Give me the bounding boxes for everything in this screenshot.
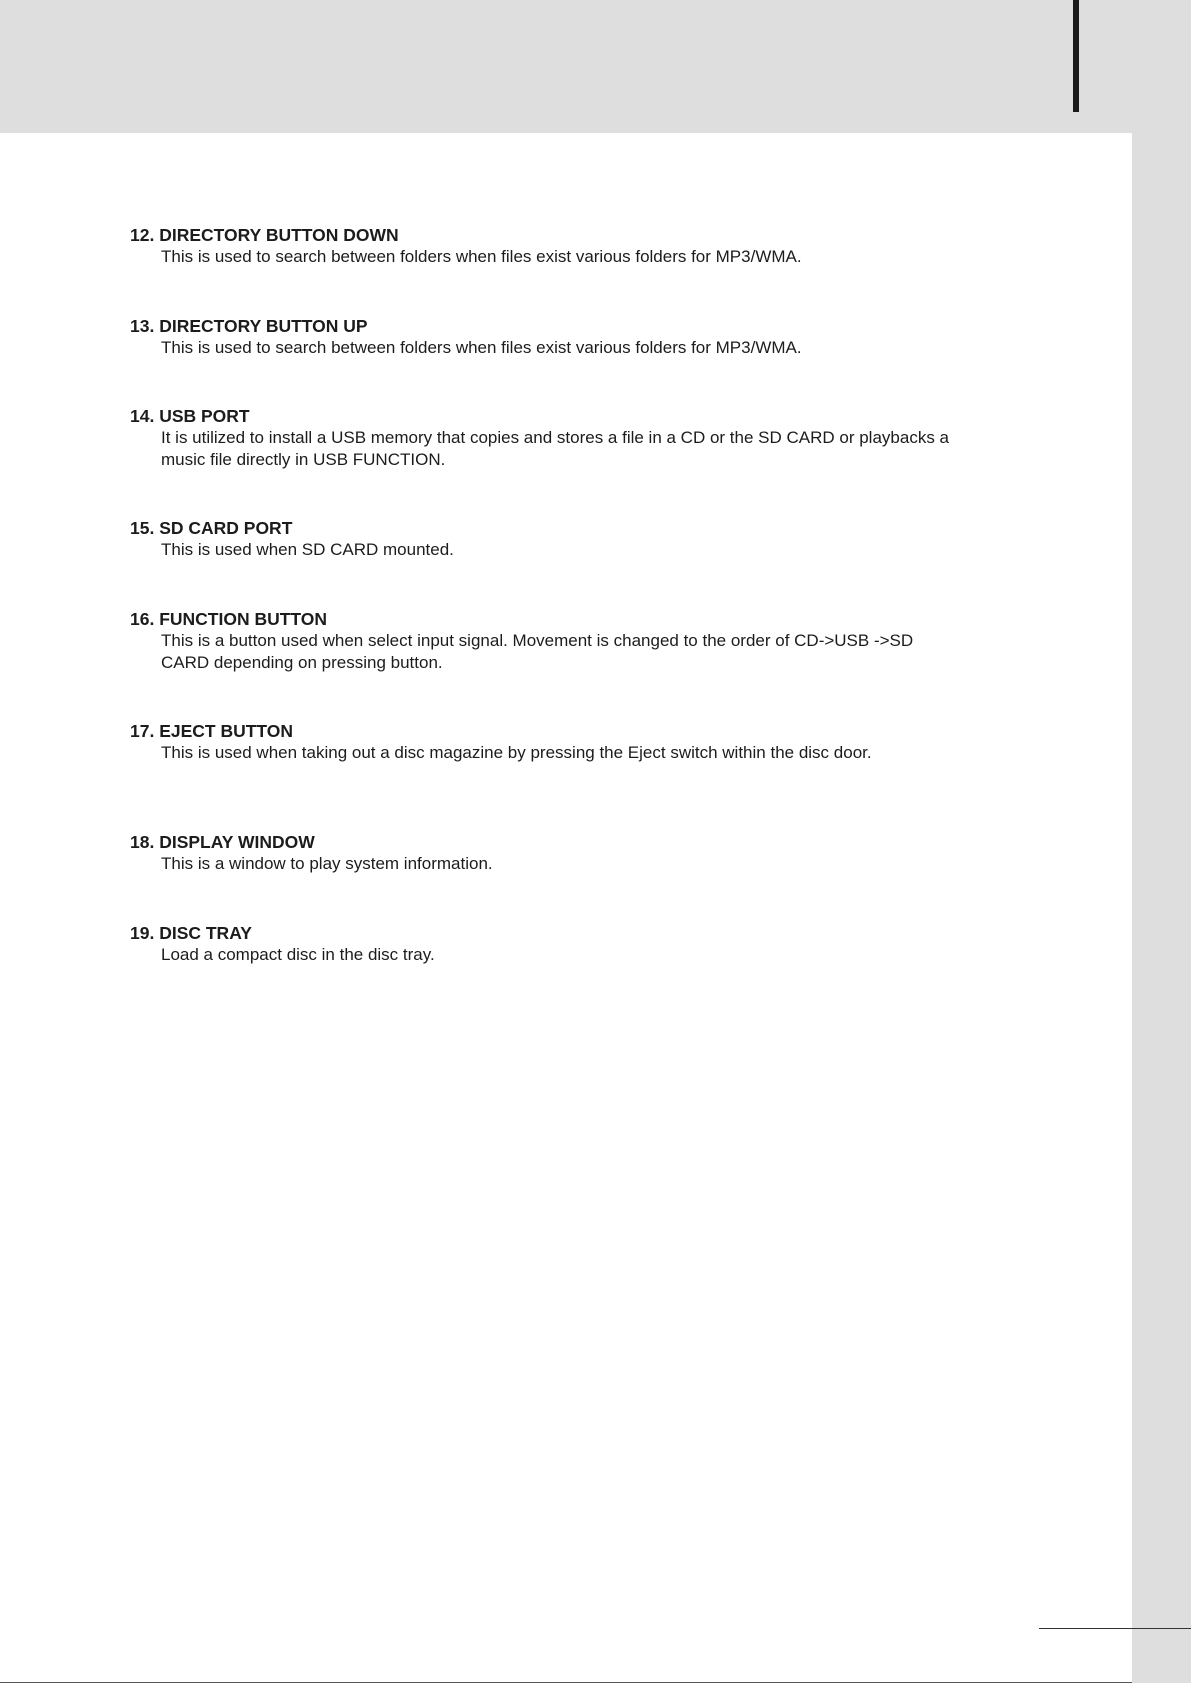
item-description: Load a compact disc in the disc tray.: [161, 945, 435, 964]
item-description: This is a button used when select input signal. Movement is changed to the order of CD->USB ->SD CARD depending on pressing button.: [161, 631, 914, 672]
page-content-area: [0, 133, 1132, 1683]
item-description: It is utilized to install a USB memory that copies and stores a file in a CD or the SD CARD or playbacks a music file directly in USB FUNCTION.: [161, 428, 949, 469]
footer-rule: [1039, 1628, 1191, 1629]
list-item: [130, 517, 950, 561]
item-description: This is used to search between folders when files exist various folders for MP3/WMA.: [161, 338, 802, 357]
item-title: 12. DIRECTORY BUTTON DOWN: [130, 225, 399, 245]
item-title: 16. FUNCTION BUTTON: [130, 609, 328, 629]
item-description: This is used to search between folders when files exist various folders for MP3/WMA.: [161, 247, 802, 266]
item-title: 19. DISC TRAY: [130, 923, 252, 943]
section-tab-marker: [1073, 0, 1079, 112]
list-item: [130, 405, 950, 471]
list-item: [130, 608, 950, 674]
list-item: [130, 831, 950, 875]
list-item: [130, 315, 950, 359]
side-margin-band: [1132, 0, 1191, 1683]
list-item: [130, 224, 950, 268]
list-item: [130, 922, 950, 966]
item-title: 14. USB PORT: [130, 406, 250, 426]
item-title: 15. SD CARD PORT: [130, 518, 293, 538]
header-band: [0, 0, 1191, 133]
item-description: This is a window to play system information.: [161, 854, 493, 873]
item-description: This is used when taking out a disc magazine by pressing the Eject switch within the disc door.: [161, 743, 872, 762]
item-title: 18. DISPLAY WINDOW: [130, 832, 315, 852]
item-title: 17. EJECT BUTTON: [130, 721, 294, 741]
item-title: 13. DIRECTORY BUTTON UP: [130, 316, 368, 336]
list-item: [130, 720, 950, 764]
item-description: This is used when SD CARD mounted.: [161, 540, 454, 559]
